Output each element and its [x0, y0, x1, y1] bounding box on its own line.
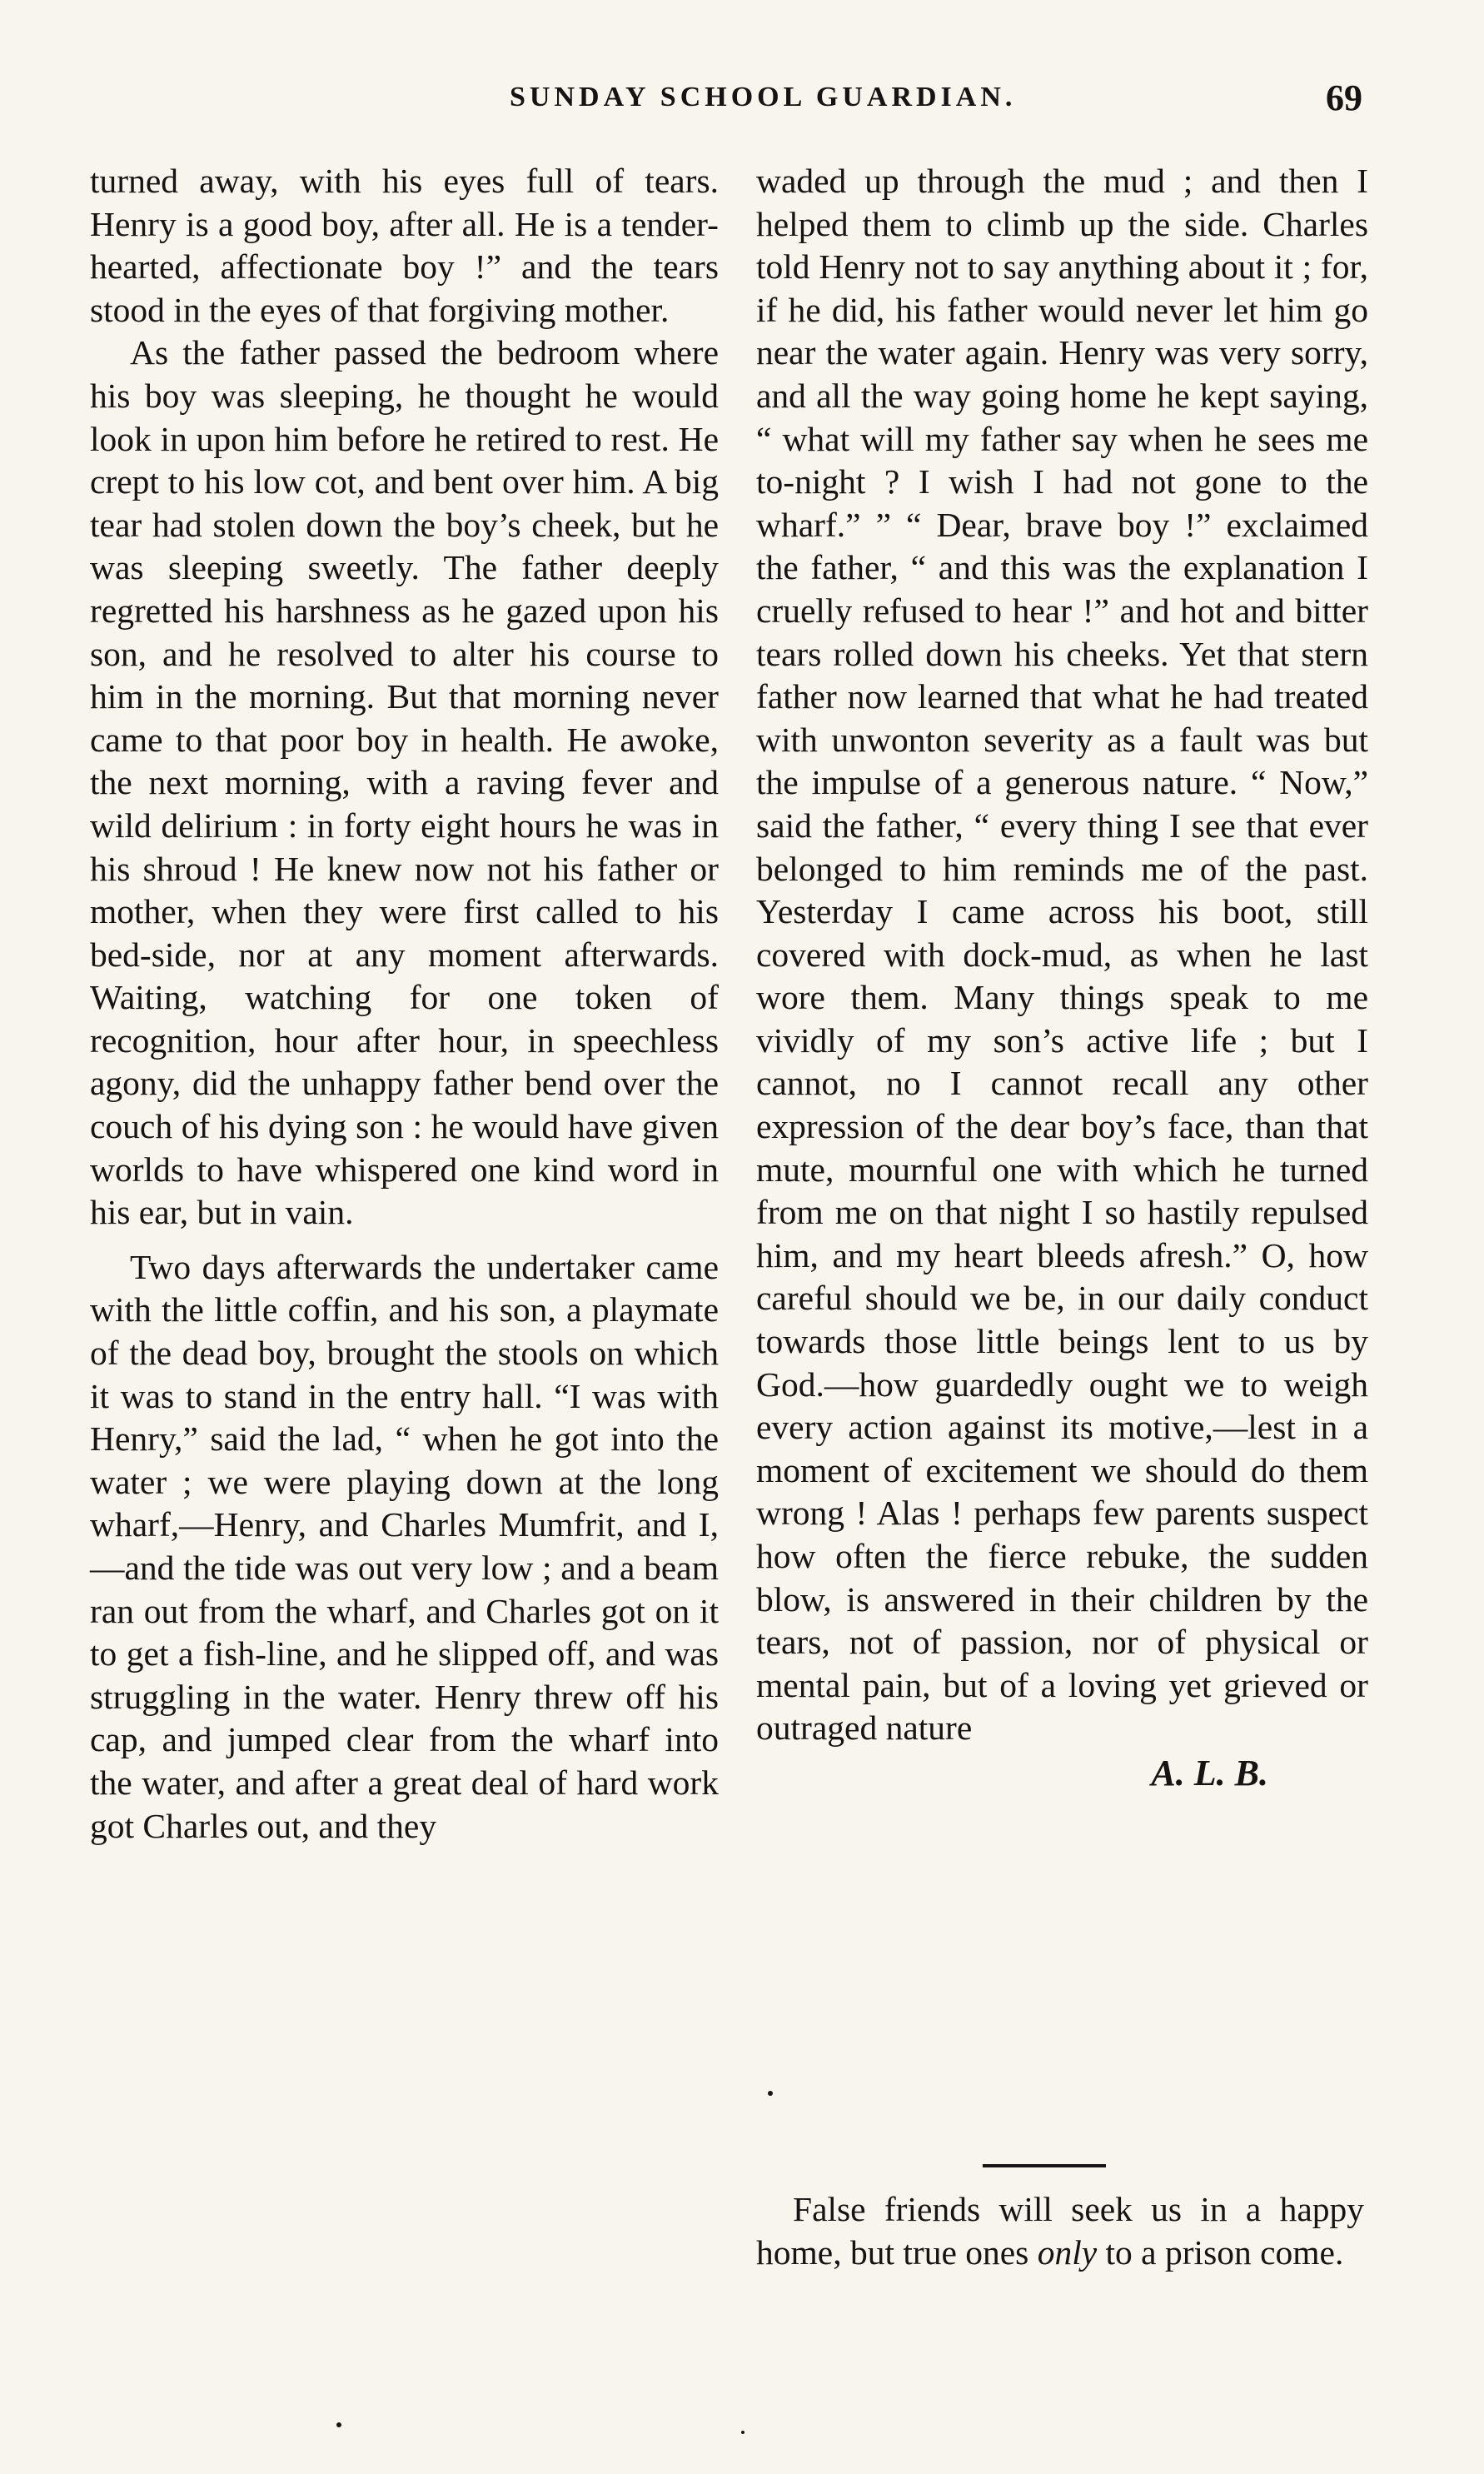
paragraph-bedroom: As the father passed the bedroom where his boy was sleeping, he thought he would look in upon him before he retired to rest. He crept to his low cot, and bent over him. A big tear had stolen down the boy’s cheek, but he was sleeping sweetly. The father deeply regretted his harshness as he gazed upon his son, and he resolved to alter his course to him in the morning. But that morning never came to that poor boy in health. He awoke, the next morning, with a raving fever and wild delirium : in forty eight hours he was in his shroud ! He knew now not his father or mother, when they were first called to his bed-side, nor at any moment afterwards. Waiting, watching for one token of recognition, hour after hour, in speechless agony, did the unhappy father bend over the couch of his dying son : he would have given worlds to have whispered one kind word in his ear, but in vain.	[90, 333, 719, 1232]
left-column	[90, 160, 719, 1848]
proverb-text	[756, 2187, 1364, 2274]
right-column	[756, 160, 1368, 1797]
paragraph-continued: turned away, with his eyes full of tears. Henry is a good boy, after all. He is a tender-hearted, affectionate boy !” and the tears stood in the eyes of that forgiving mother.	[90, 162, 719, 329]
proverb-emphasis: only	[1037, 2233, 1098, 2272]
proverb-text-end: to a prison come.	[1097, 2233, 1344, 2272]
paragraph-wharf: waded up through the mud ; and then I helped them to climb up the side. Charles told Henry not to say anything about it ; for, if he did, his father would never let him go near the water again. Henry was very sorry, and all the way going home he kept saying, “ what will my father say when he sees me to-night ? I wish I had not gone to the wharf.” ” “ Dear, brave boy !” exclaimed the father, “ and this was the explanation I cruelly refused to hear !” and hot and bitter tears rolled down his cheeks. Yet that stern father now learned that what he had treated with unwonton severity as a fault was but the impulse of a generous nature. “ Now,” said the father, “ every thing I see that ever belonged to him reminds me of the past. Yesterday I came across his boot, still covered with dock-mud, as when he last wore them. Many things speak to me vividly of my son’s active life ; but I cannot, no I cannot recall any other expression of the dear boy’s face, than that mute, mournful one with which he turned from me on that night I so hastily repulsed him, and my heart bleeds afresh.” O, how careful should we be, in our daily conduct towards those little beings lent to us by God.—how guardedly ought we to weigh every action against its motive,—lest in a moment of excitement we should do them wrong ! Alas ! perhaps few parents suspect how often the fierce rebuke, the sudden blow, is answered in their children by the tears, not of passion, nor of physical or mental pain, but of a loving yet grieved or outraged nature	[756, 162, 1368, 1748]
running-title: SUNDAY SCHOOL GUARDIAN.	[510, 82, 1017, 112]
author-signature: A. L. B.	[1151, 1752, 1268, 1793]
page-number: 69	[1326, 77, 1362, 118]
section-divider	[983, 2164, 1106, 2167]
proverb	[756, 2187, 1364, 2274]
print-speck	[741, 2431, 744, 2434]
print-speck	[336, 2422, 341, 2427]
print-speck	[768, 2091, 773, 2096]
proverb-text-start: False friends will seek us in a happy home, but true ones	[756, 2190, 1364, 2272]
running-head	[0, 77, 1484, 127]
paragraph-undertaker: Two days afterwards the undertaker came with the little coffin, and his son, a playmate of the dead boy, brought the stools on which it was to stand in the entry hall. “I was with Henry,” said the lad, “ when he got into the water ; we were playing down at the long wharf,—Henry, and Charles Mumfrit, and I,—and the tide was out very low ; and a beam ran out from the wharf, and Charles got on it to get a fish-line, and he slipped off, and was struggling in the water. Henry threw off his cap, and jumped clear from the wharf into the water, and after a great deal of hard work got Charles out, and they	[90, 1247, 719, 1845]
